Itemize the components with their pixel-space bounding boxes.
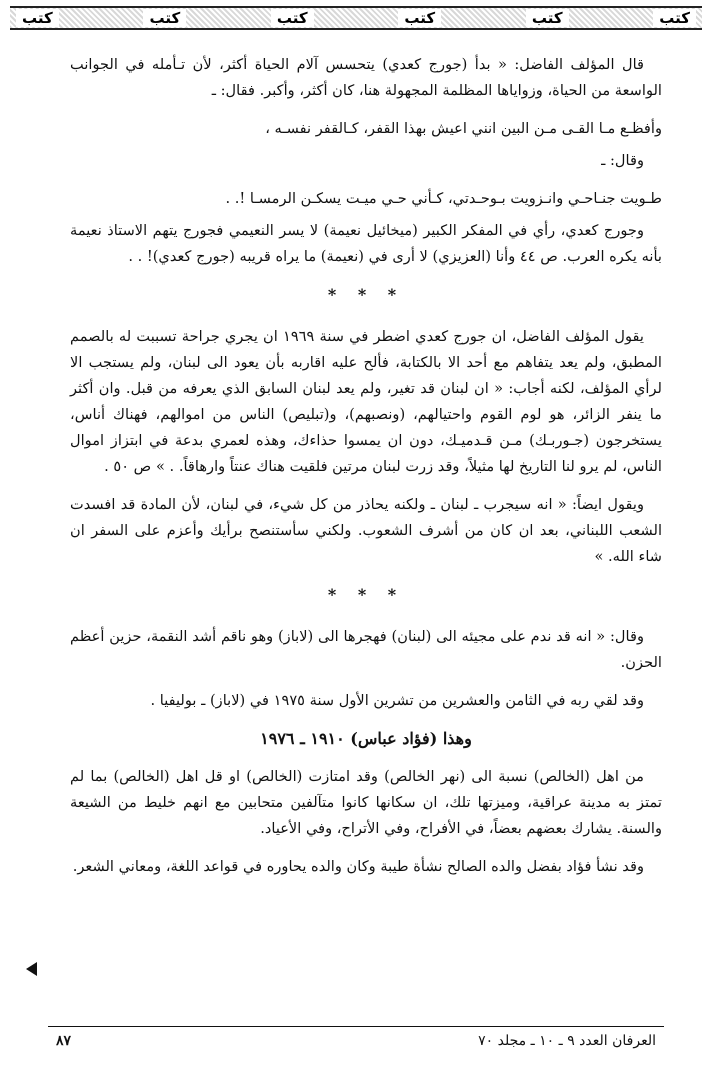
paragraph: ويقول ايضاً: « انه سيجرب ـ لبنان ـ ولكنه يحاذر من كل شيء، في لبنان، لأن المادة قد افسدت الشعب اللبناني، بعد ان كان من أشرف الشعوب. ولكني سأستنصح برأيك وأعزم على السفر ان شاء الله. » bbox=[70, 496, 662, 565]
header-word: كتب bbox=[526, 9, 569, 27]
journal-reference: العرفان العدد ٩ ـ ١٠ ـ مجلد ٧٠ bbox=[478, 1032, 656, 1049]
paragraph: وقال: « انه قد ندم على مجيئه الى (لبنان) فهجرها الى (لاباز) وهو ناقم أشد النقمة، حزين أعظم الحزن. bbox=[70, 628, 662, 671]
header-word: كتب bbox=[16, 9, 59, 27]
verse-line: وأفظـع مـا القـى مـن البين انني اعيش بهذا القفر، كـالقفر نفسـه ، bbox=[265, 120, 662, 137]
section-separator: * * * bbox=[327, 585, 405, 604]
header-decorative-band bbox=[10, 6, 702, 30]
header-word: كتب bbox=[398, 9, 441, 27]
header-word: كتب bbox=[271, 9, 314, 27]
paragraph: وجورج كعدي، رأي في المفكر الكبير (ميخائيل نعيمة) لا يسر النعيمي فجورج يتهم الاستاذ نعيمة بأنه يكره العرب. ص ٤٤ وأنا (العزيزي) لا أرى في (نعيمة) ما يراه قريبه (جورج كعدي)! . . bbox=[70, 222, 662, 265]
page-footer bbox=[48, 1026, 664, 1054]
paragraph: من اهل (الخالص) نسبة الى (نهر الخالص) وقد امتازت (الخالص) او قل اهل (الخالص) بما لم تمتز به مدينة عراقية، وميزتها تلك، ان سكانها كانوا متآلفين متحابين مع انهم خليط من الشيعة والسنة. يشارك بعضهم بعضاً، في الأفراح، وفي الأتراح، وفي الأعياد. bbox=[70, 768, 662, 837]
page-number: ٨٧ bbox=[56, 1032, 72, 1049]
header-word: كتب bbox=[143, 9, 186, 27]
header-word: كتب bbox=[653, 9, 696, 27]
section-heading: وهذا (فؤاد عباس) ١٩١٠ ـ ١٩٧٦ bbox=[260, 729, 472, 748]
paragraph: وقد لقي ربه في الثامن والعشرين من تشرين الأول سنة ١٩٧٥ في (لاباز) ـ بوليفيا . bbox=[150, 692, 644, 709]
section-separator: * * * bbox=[327, 285, 405, 304]
paragraph: يقول المؤلف الفاضل، ان جورج كعدي اضطر في سنة ١٩٦٩ ان يجري جراحة تسببت له بالصمم المطبق، ولم يعد يتفاهم مع أحد الا بالكتابة، فألح عليه اقاربه بأن يعود الى لبنان، ولم يستجب الا لرأي المؤلف، لكنه أجاب: « ان لبنان قد تغير، ولم يعد لبنان السابق الذي يعرفه من قبل. وان أكثر ما ينفر الزائر، هو لوم القوم واحتيالهم، (ونصبهم)، و(تبليص) الناس من اموالهم، فهناك أناس، يستخرجون (جـوربـك) مـن قـدميـك، دون ان يمسوا حذاءك، وهذه لعمري بدعة في ابتزاز اموال الناس، لم يرو لنا التاريخ لها مثيلاً، وقد زرت لبنان مرتين فلقيت هناك عنتاً وارهاقاً. . » ص ٥٠ . bbox=[70, 328, 662, 475]
article-body bbox=[70, 52, 662, 892]
left-arrow-icon bbox=[26, 962, 37, 976]
paragraph: وقد نشأ فؤاد بفضل والده الصالح نشأة طيبة وكان والده يحاوره في قواعد اللغة، ومعاني الشعر. bbox=[72, 858, 644, 875]
paragraph: وقال: ـ bbox=[601, 152, 644, 169]
verse-line: طـويت جنـاحـي وانـزويت بـوحـدتي، كـأني حـي ميـت يسكـن الرمسـا !. . bbox=[225, 190, 662, 207]
paragraph: قال المؤلف الفاضل: « بدأ (جورج كعدي) يتحسس آلام الحياة أكثر، لأن تـأمله في الجوانب الواسعة من الحياة، وزواياها المظلمة المجهولة هنا، كان أكثر، وأكبر. فقال: ـ bbox=[70, 56, 662, 99]
